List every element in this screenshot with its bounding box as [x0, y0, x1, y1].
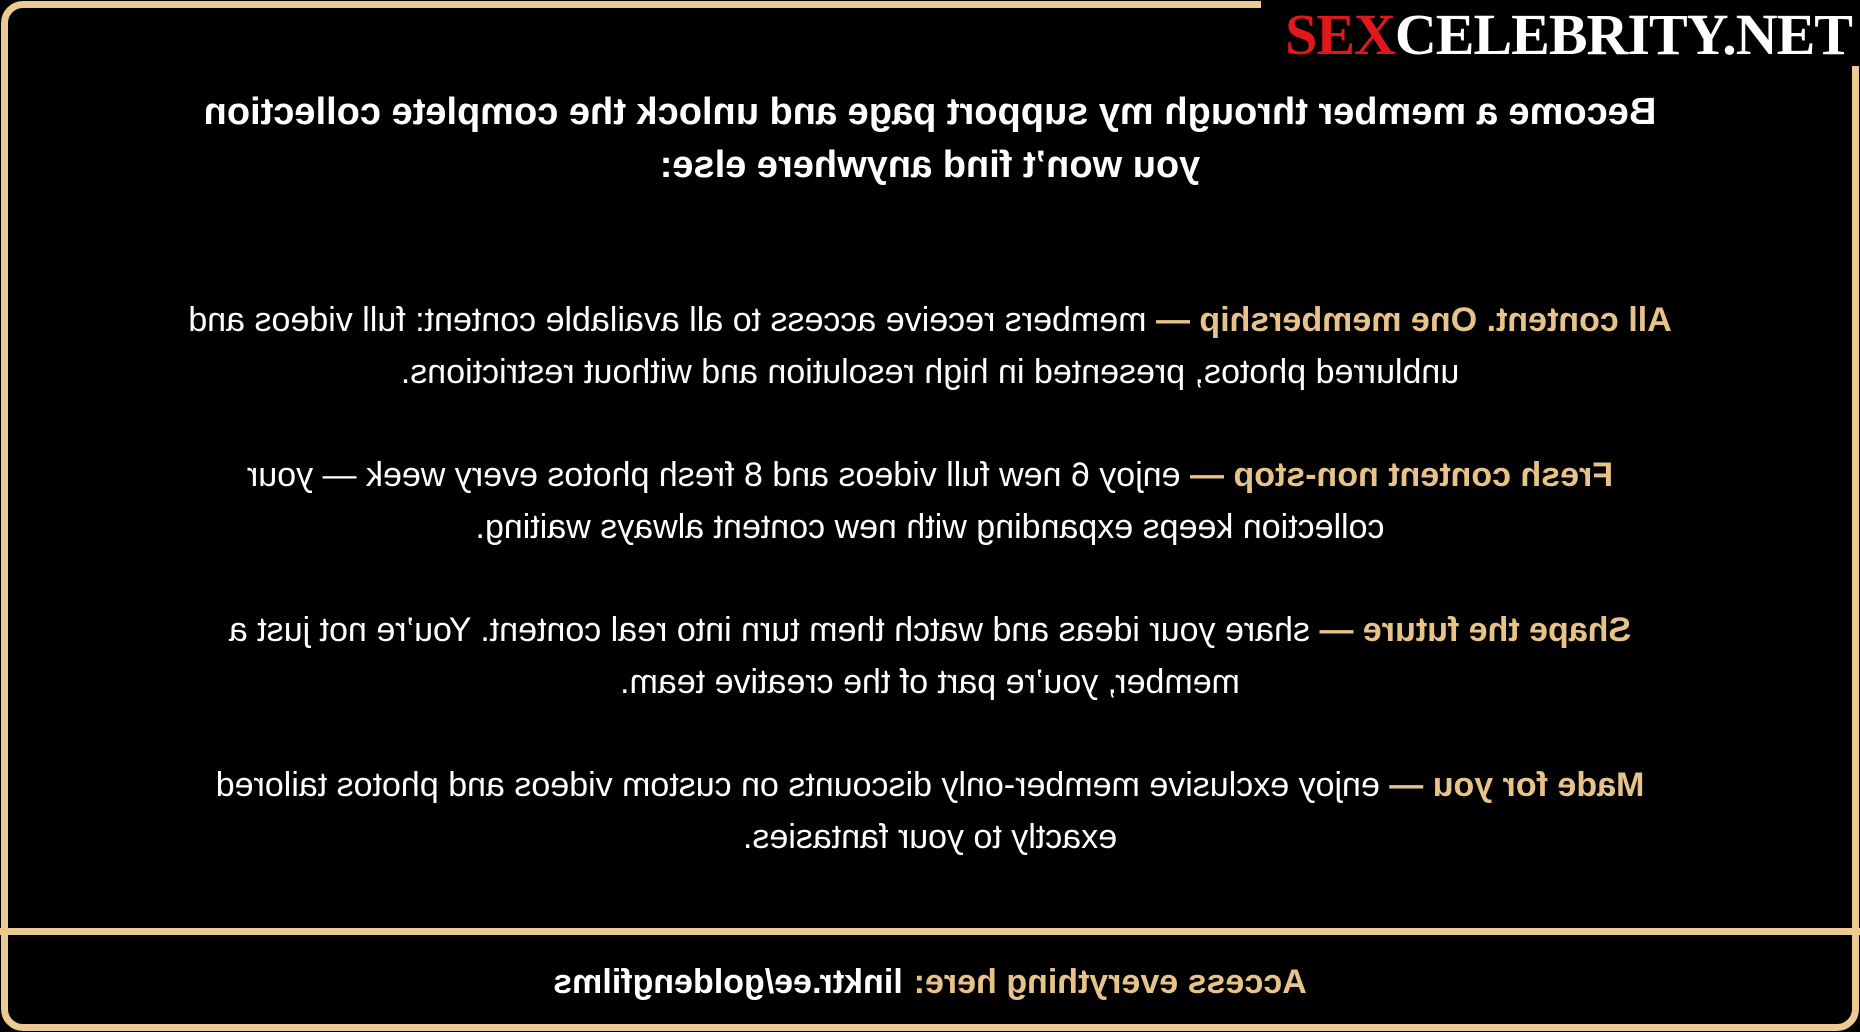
- watermark-brand-red-text: SEX: [1285, 2, 1395, 67]
- promo-paragraph-made-for-you: [183, 759, 1678, 863]
- paragraph-text: enjoy exclusive member-only discounts on custom videos and photos tailored exactly to your fantasies.: [215, 766, 1380, 856]
- promo-paragraph-all-content: [183, 294, 1678, 398]
- paragraph-highlight: Fresh content non-stop —: [1190, 456, 1614, 494]
- watermark-logo: [1261, 0, 1860, 66]
- promo-content: [0, 86, 1860, 863]
- footer-divider: [0, 928, 1860, 935]
- linktree-url[interactable]: linktr.ee/goldengfilms: [553, 962, 903, 1001]
- paragraph-text: enjoy 6 new full videos and 8 fresh photos every week — your collection keeps expanding with new content always waiting.: [246, 456, 1385, 546]
- watermark-brand-white-text: CELEBRITY.NET: [1394, 2, 1852, 67]
- paragraph-text: members receive access to all available content: full videos and unblurred photos, presented in high resolution and without restrictions.: [188, 301, 1460, 391]
- footer-label: Access everything here:: [913, 962, 1307, 1001]
- paragraph-text: share your ideas and watch them turn into real content. You’re not just a member, you’re part of the creative team.: [228, 611, 1310, 701]
- promo-paragraph-shape-future: [183, 604, 1678, 708]
- promo-paragraph-fresh-content: [183, 449, 1678, 553]
- footer-bar: [0, 935, 1860, 1029]
- paragraph-highlight: Made for you —: [1389, 766, 1645, 804]
- paragraph-highlight: All content. One membership —: [1155, 301, 1672, 339]
- paragraph-highlight: Shape the future —: [1319, 611, 1632, 649]
- promo-title: Become a member through my support page and unlock the complete collection you won’t find anywhere else:: [203, 91, 1657, 186]
